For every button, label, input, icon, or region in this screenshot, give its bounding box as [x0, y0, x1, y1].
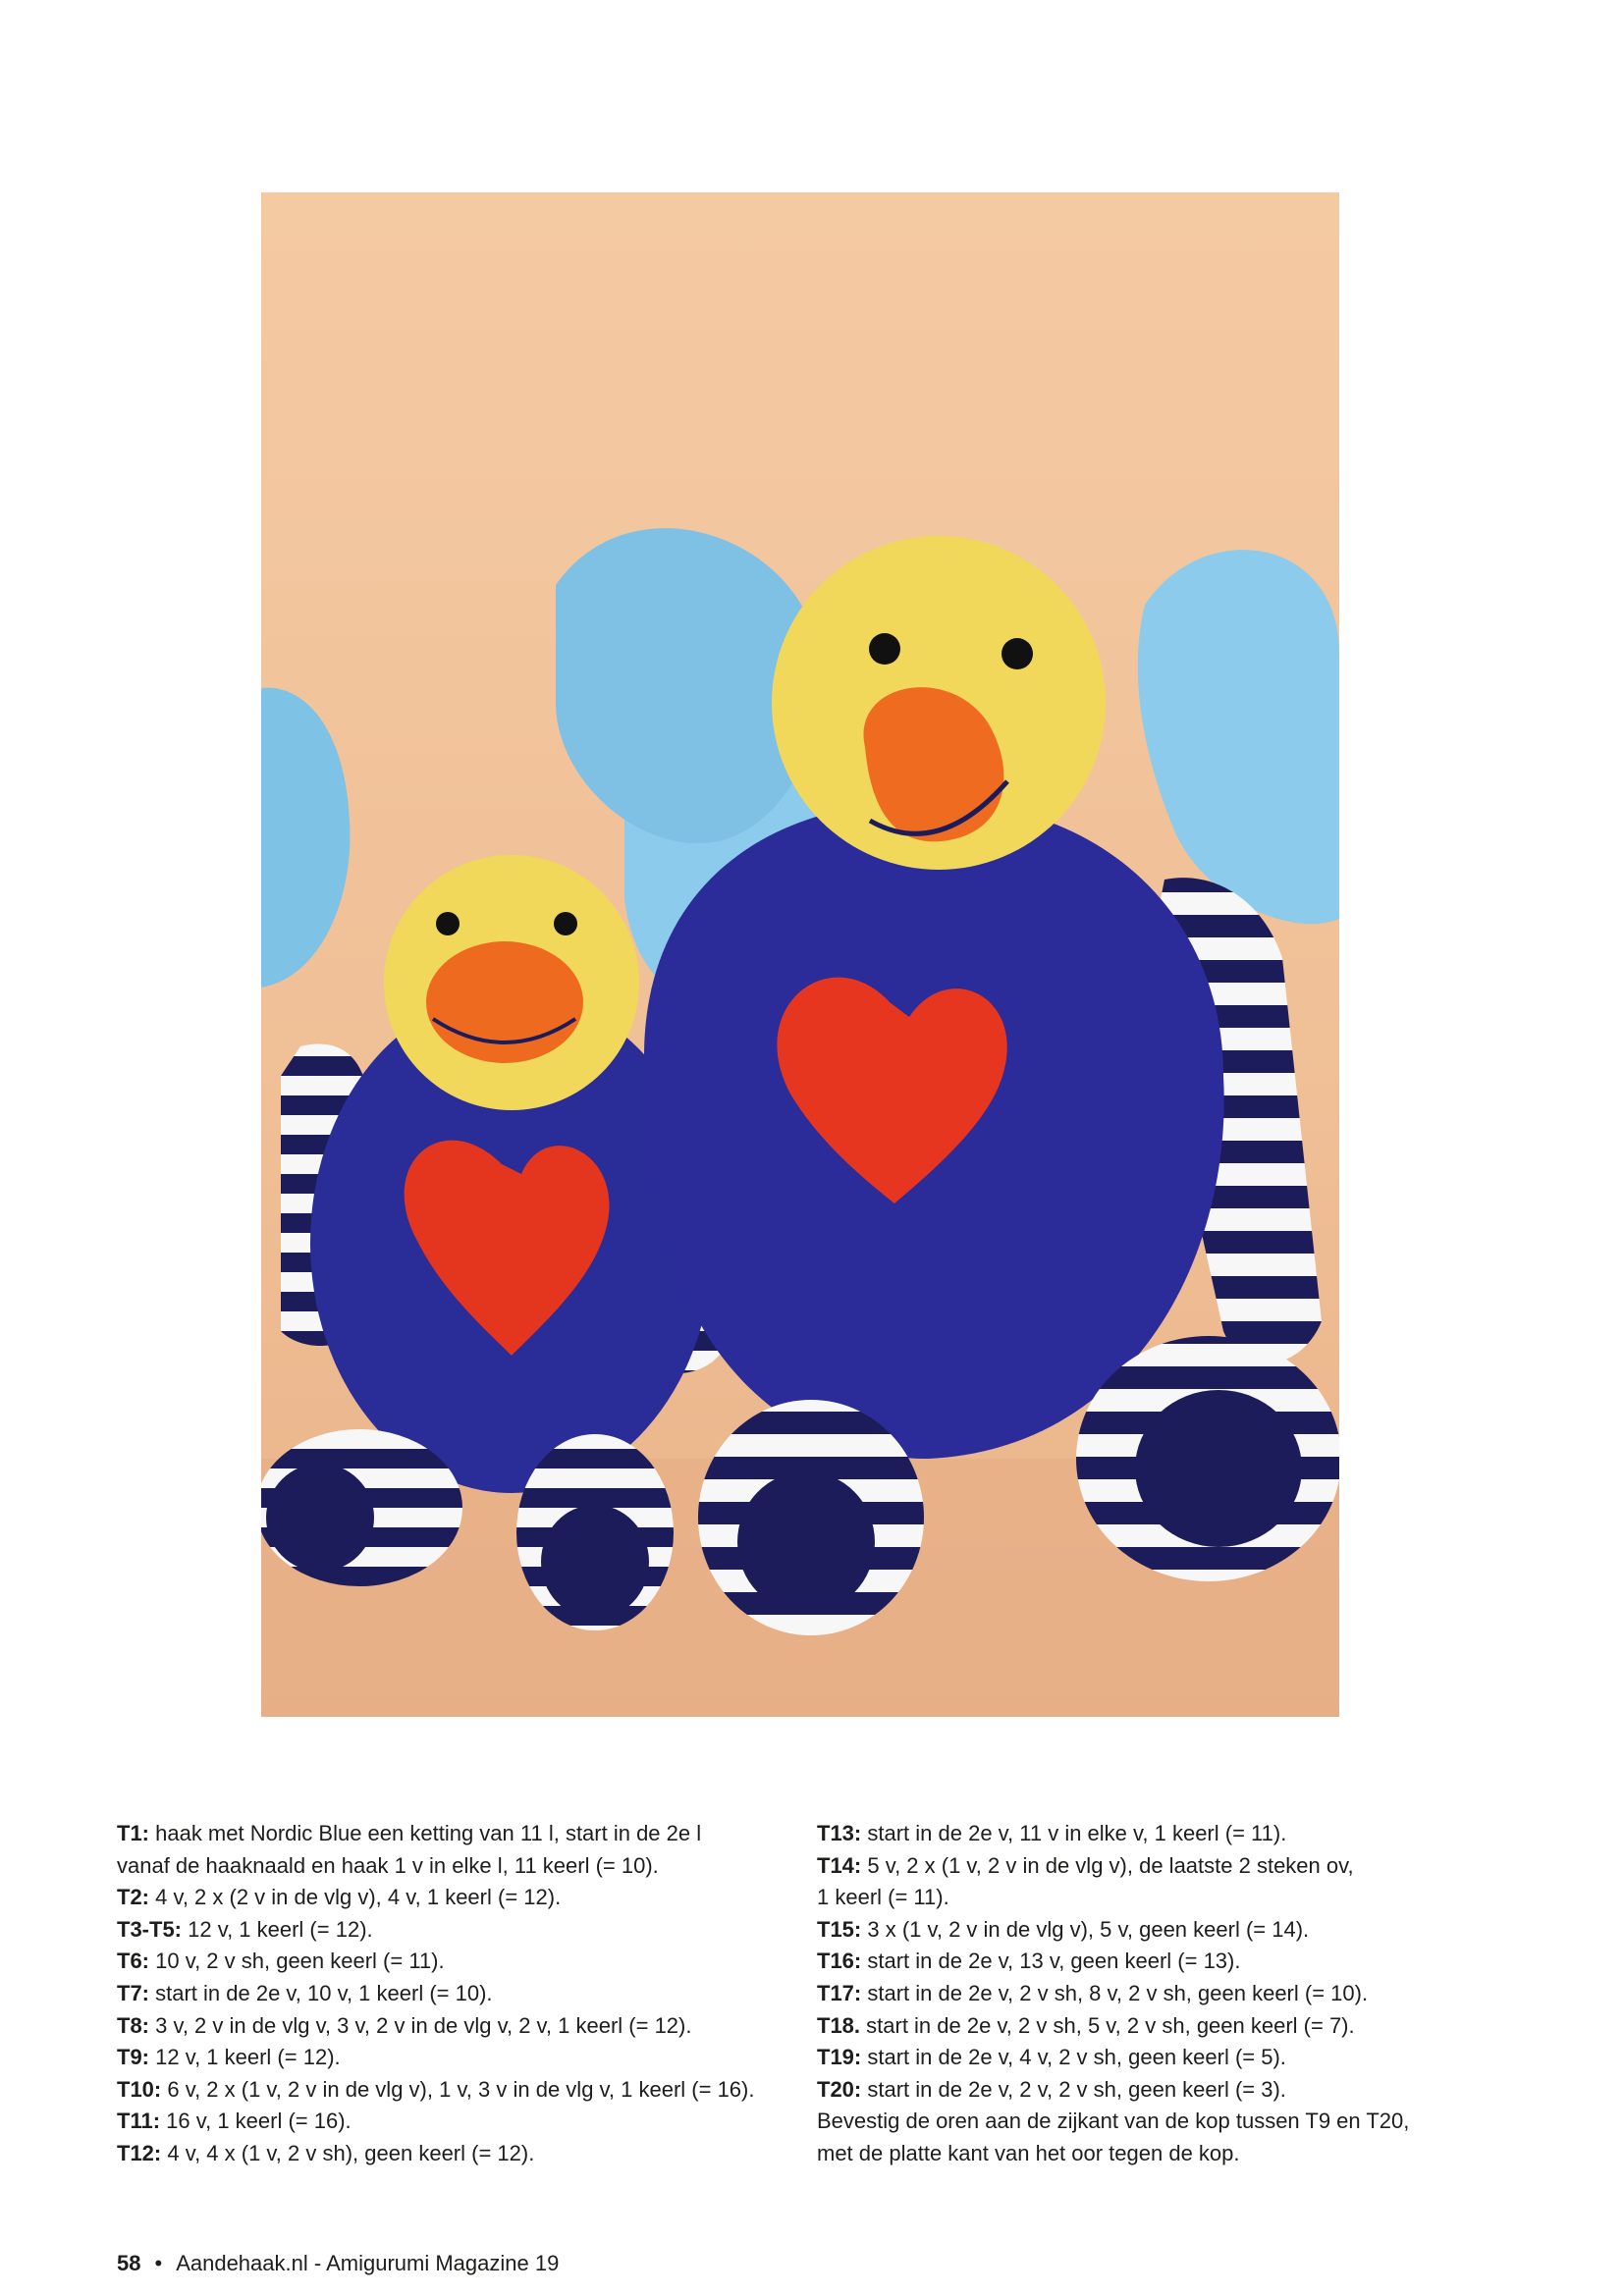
- page-number: 58: [117, 2251, 141, 2275]
- instruction-line: T15: 3 x (1 v, 2 v in de vlg v), 5 v, geen keerl (= 14).: [817, 1916, 1310, 1942]
- instruction-line: T16: start in de 2e v, 13 v, geen keerl (= 13).: [817, 1949, 1241, 1974]
- instructions-left-column: [117, 1818, 804, 2170]
- instruction-line: T18. start in de 2e v, 2 v sh, 5 v, 2 v sh, geen keerl (= 7).: [817, 2012, 1355, 2038]
- instruction-line: T12: 4 v, 4 x (1 v, 2 v sh), geen keerl (= 12).: [117, 2140, 535, 2165]
- instruction-line: T6: 10 v, 2 v sh, geen keerl (= 11).: [117, 1949, 445, 1974]
- instruction-line: T3-T5: 12 v, 1 keerl (= 12).: [117, 1916, 373, 1942]
- instruction-line: T11: 16 v, 1 keerl (= 16).: [117, 2109, 352, 2134]
- instruction-line: T19: start in de 2e v, 4 v, 2 v sh, geen keerl (= 5).: [817, 2045, 1286, 2070]
- footer-separator: •: [154, 2251, 163, 2275]
- amigurumi-photo: [261, 192, 1339, 1717]
- instruction-line: T8: 3 v, 2 v in de vlg v, 3 v, 2 v in de vlg v, 2 v, 1 keerl (= 12).: [117, 2012, 692, 2038]
- instruction-line: T1: haak met Nordic Blue een ketting van 11 l, start in de 2e l: [117, 1821, 702, 1845]
- instruction-line: T10: 6 v, 2 x (1 v, 2 v in de vlg v), 1 v, 3 v in de vlg v, 1 keerl (= 16).: [117, 2076, 755, 2102]
- amigurumi-illustration: [261, 192, 1339, 1717]
- instruction-line: T7: start in de 2e v, 10 v, 1 keerl (= 10).: [117, 1980, 493, 2005]
- instruction-line: T17: start in de 2e v, 2 v sh, 8 v, 2 v sh, geen keerl (= 10).: [817, 1980, 1369, 2005]
- instruction-line: T2: 4 v, 2 x (2 v in de vlg v), 4 v, 1 keerl (= 12).: [117, 1885, 562, 1910]
- instruction-line: met de platte kant van het oor tegen de kop.: [817, 2140, 1240, 2165]
- publication-name: Aandehaak.nl - Amigurumi Magazine 19: [176, 2251, 560, 2275]
- instruction-line: Bevestig de oren aan de zijkant van de kop tussen T9 en T20,: [817, 2109, 1410, 2134]
- instruction-line: T20: start in de 2e v, 2 v, 2 v sh, geen keerl (= 3).: [817, 2076, 1286, 2102]
- instruction-line: T14: 5 v, 2 x (1 v, 2 v in de vlg v), de laatste 2 steken ov,: [817, 1852, 1354, 1878]
- instructions-right-column: [817, 1818, 1504, 2170]
- instruction-line: T13: start in de 2e v, 11 v in elke v, 1 keerl (= 11).: [817, 1821, 1287, 1845]
- instruction-line: T9: 12 v, 1 keerl (= 12).: [117, 2045, 341, 2070]
- instruction-line: vanaf de haaknaald en haak 1 v in elke l, 11 keerl (= 10).: [117, 1852, 659, 1878]
- instruction-line: 1 keerl (= 11).: [817, 1885, 949, 1910]
- page-footer: [117, 2251, 559, 2276]
